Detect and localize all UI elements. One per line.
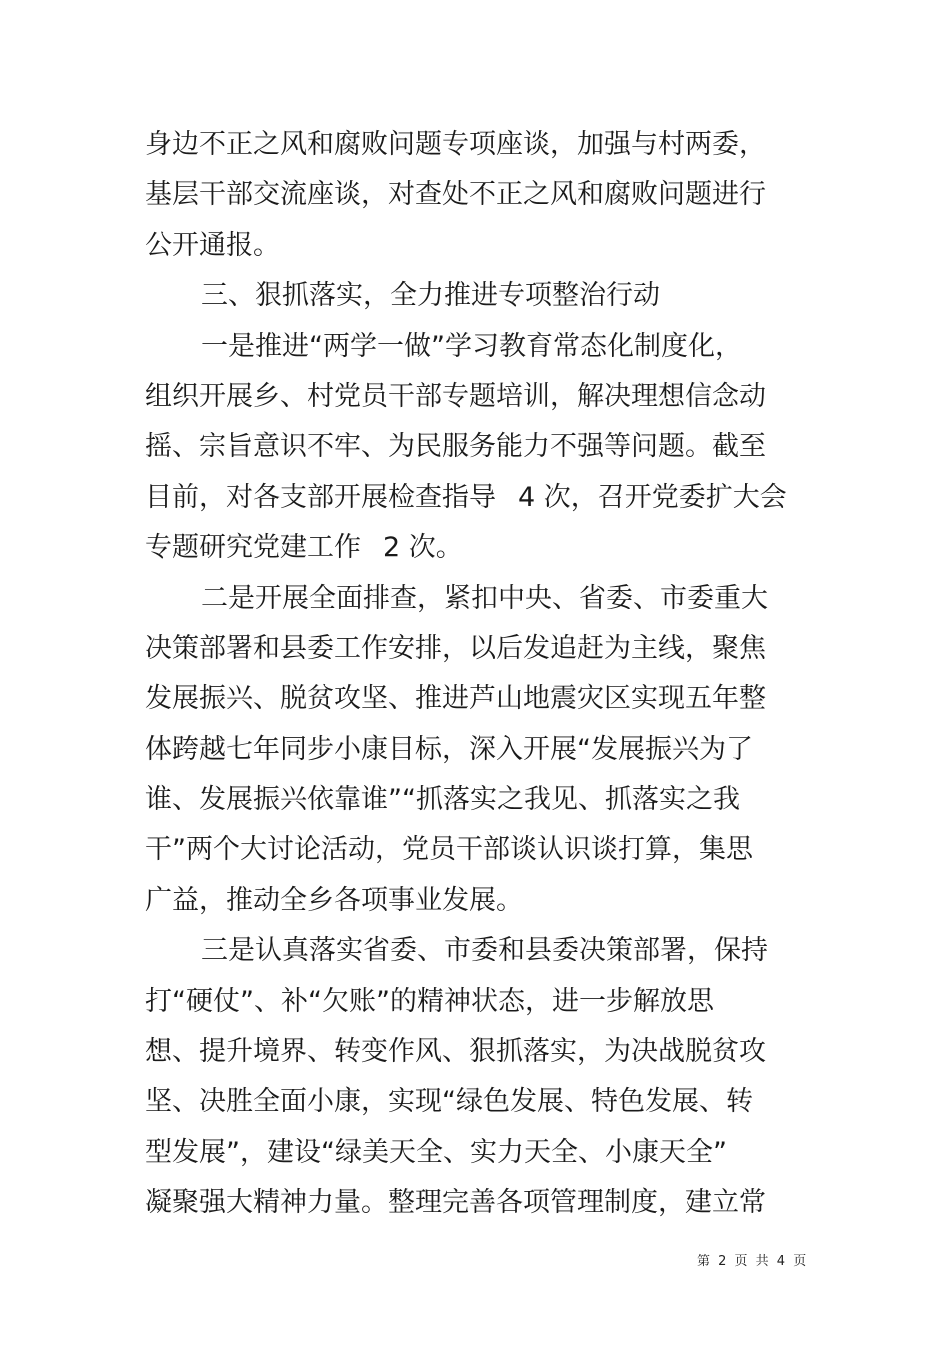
text-line-7: 摇、宗旨意识不牢、为民服务能力不强等问题。截至 <box>145 431 766 463</box>
text-line-20: 坚、决胜全面小康，实现“绿色发展、特色发展、转 <box>145 1086 753 1118</box>
text-line-11: 决策部署和县委工作安排，以后发追赶为主线，聚焦 <box>145 632 766 664</box>
text-line-18: 打“硬仗”、补“欠账”的精神状态，进一步解放思 <box>145 985 714 1017</box>
text-line-21: 型发展”，建设“绿美天全、实力天全、小康天全” <box>145 1136 727 1168</box>
text-line-10: 二是开展全面排查，紧扣中央、省委、市委重大 <box>201 582 768 614</box>
text-line-8 <box>145 473 805 523</box>
text-line-9-part-2: 2 次。 <box>383 532 463 564</box>
text-line-8-part-2: 4 次，召开党委扩大会 <box>518 481 787 513</box>
text-line-16: 广益，推动全乡各项事业发展。 <box>145 884 523 916</box>
text-line-17: 三是认真落实省委、市委和县委决策部署，保持 <box>201 935 768 967</box>
section-heading: 三、狠抓落实，全力推进专项整治行动 <box>201 280 660 312</box>
text-line-3: 公开通报。 <box>145 229 280 261</box>
text-line-13: 体跨越七年同步小康目标，深入开展“发展振兴为了 <box>145 733 753 765</box>
text-line-9-part-1: 专题研究党建工作 <box>145 532 361 564</box>
text-line-6: 组织开展乡、村党员干部专题培训，解决理想信念动 <box>145 380 766 412</box>
text-line-1: 身边不正之风和腐败问题专项座谈，加强与村两委， <box>145 129 766 160</box>
text-line-2: 基层干部交流座谈，对查处不正之风和腐败问题进行 <box>145 179 766 211</box>
text-line-19: 想、提升境界、转变作风、狠抓落实，为决战脱贫攻 <box>145 1036 766 1068</box>
text-line-5: 一是推进“两学一做”学习教育常态化制度化， <box>201 330 742 362</box>
document-body <box>145 120 805 1229</box>
text-line-12: 发展振兴、脱贫攻坚、推进芦山地震灾区实现五年整 <box>145 683 766 715</box>
page-number-footer: 第 2 页 共 4 页 <box>697 1254 809 1269</box>
text-line-22: 凝聚强大精神力量。整理完善各项管理制度，建立常 <box>145 1187 766 1219</box>
text-line-15: 干”两个大讨论活动，党员干部谈认识谈打算，集思 <box>145 834 753 866</box>
text-line-9 <box>145 523 805 573</box>
text-line-8-part-1: 目前，对各支部开展检查指导 <box>145 481 496 513</box>
text-line-14: 谁、发展振兴依靠谁”“抓落实之我见、抓落实之我 <box>145 784 740 816</box>
